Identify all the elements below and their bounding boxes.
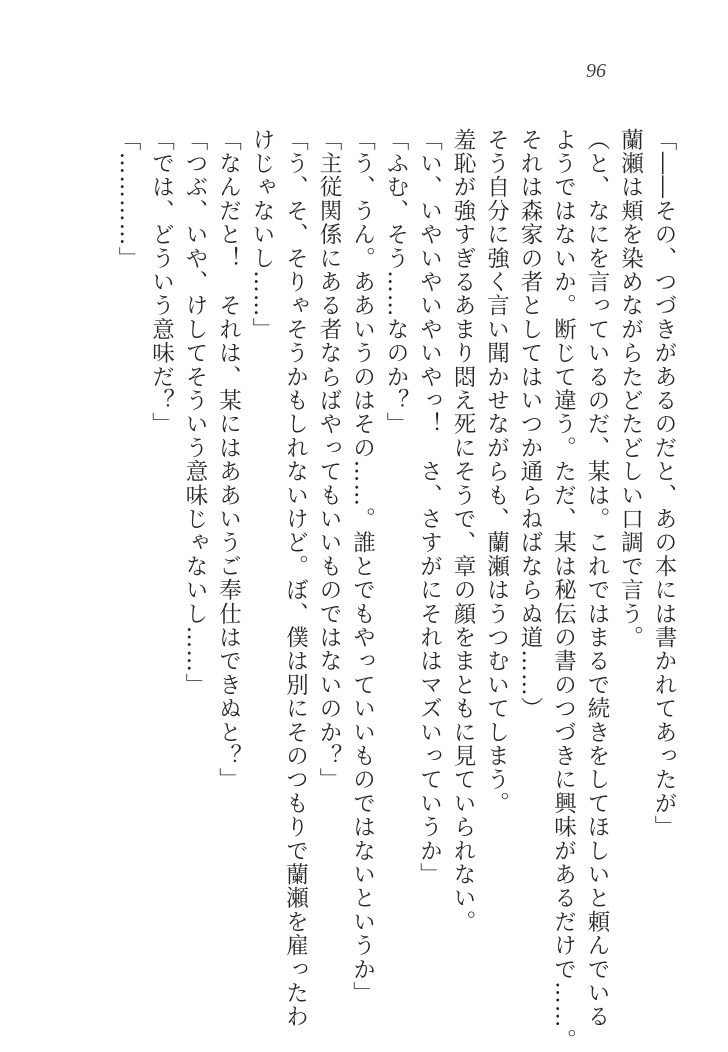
text-line: 「…………」 (115, 128, 141, 271)
text-line: 羞恥が強すぎるあまり悶え死にそうで、章の顔をまともに見ていられない。 (450, 128, 476, 934)
text-line: 蘭瀬は頬を染めながらたどたどしい口調で言う。 (617, 128, 644, 650)
text-line: 「つぶ、いや、けしてそういう意味じゃないし……」 (182, 128, 208, 697)
text-line: 「主従関係にある者ならばやってもいいものではないのか？」 (316, 128, 342, 792)
text-line: 「――その、つづきがあるのだと、あの本には書かれてあったが」 (651, 128, 677, 839)
text-line: 「い、いやいやいやいやっ！ さ、さすがにそれはマズいっていうか」 (416, 128, 443, 887)
text-line: そう自分に強く言い聞かせながらも、蘭瀬はうつむいてしまう。 (483, 128, 510, 816)
text-line: （と、なにを言っているのだ、某は。これではまるで続きをしてほしいと頼んでいる (584, 128, 610, 1029)
page-number: 96 (586, 60, 606, 82)
text-line: けじゃないし……」 (249, 128, 275, 342)
text-line: 「なんだと！ それは、某にはああいうご奉仕はできぬと？」 (215, 128, 242, 792)
text-line: ようではないか。断じて違う。ただ、某は秘伝の書のつづきに興味があるだけで……。 (550, 128, 577, 1052)
text-line: 「う、そ、そりゃそうかもしれないけど。ぼ、僕は別にそのつもりで蘭瀬を雇ったわ (282, 128, 309, 1029)
text-line: 「う、うん。ああいうのはその……。誰とでもやっていいものではないというか」 (349, 128, 376, 1005)
vertical-text-body (115, 128, 680, 1052)
text-line: 「では、どういう意味だ？」 (148, 128, 175, 437)
text-line: 「ふむ、そう……なのか？」 (383, 128, 409, 437)
text-line: それは森家の者としてはいつか通らねばならぬ道……） (517, 128, 543, 721)
